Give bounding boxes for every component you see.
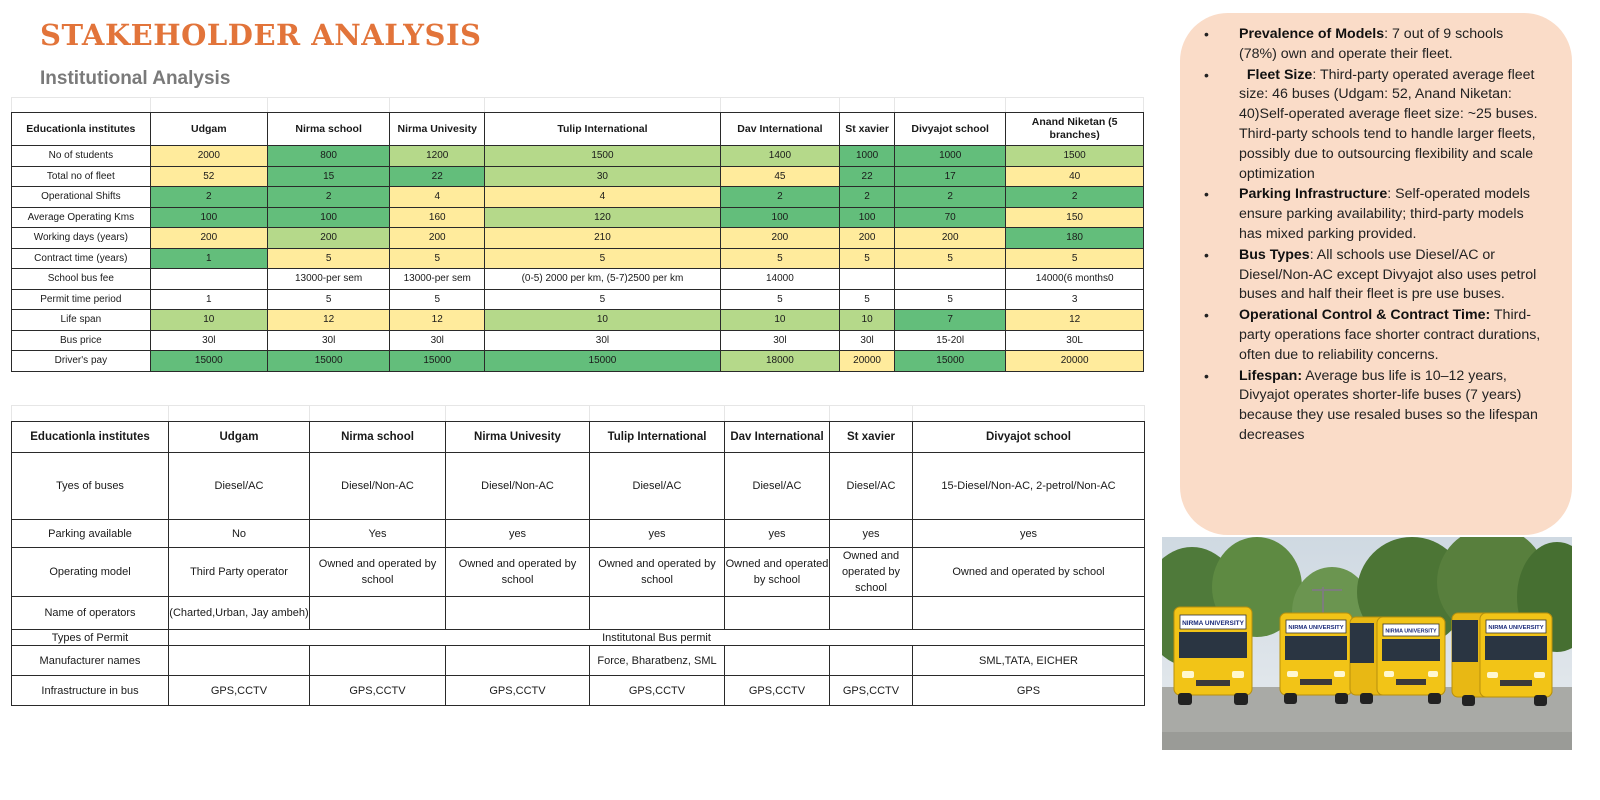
table-cell: Owned and operated by school	[830, 548, 913, 597]
table-cell: 15-20l	[895, 330, 1006, 351]
header-cell: Tulip International	[590, 422, 725, 453]
table-cell: 10	[720, 310, 839, 331]
table-cell: 180	[1006, 228, 1144, 249]
header-cell: Educationla institutes	[12, 422, 169, 453]
table-cell: 12	[390, 310, 485, 331]
table-cell: 30l	[840, 330, 895, 351]
table-cell: yes	[913, 520, 1145, 548]
table-cell: 45	[720, 166, 839, 187]
row-label: Permit time period	[12, 289, 151, 310]
table-cell: 200	[267, 228, 389, 249]
table-cell: 200	[840, 228, 895, 249]
table-cell: 5	[895, 248, 1006, 269]
table-row	[12, 520, 1145, 548]
table-cell: Diesel/AC	[830, 453, 913, 520]
table-cell: Owned and operated by school	[725, 548, 830, 597]
table-row	[12, 548, 1145, 597]
row-label: School bus fee	[12, 269, 151, 290]
table-cell: 15000	[390, 351, 485, 372]
table-cell: 2	[267, 187, 389, 208]
table-cell: 150	[1006, 207, 1144, 228]
header-cell: Dav International	[720, 113, 839, 146]
table-cell: 5	[390, 248, 485, 269]
table-cell-merged: Institutonal Bus permit	[169, 630, 1145, 646]
table-cell: GPS,CCTV	[446, 676, 590, 706]
table-cell: 5	[390, 289, 485, 310]
table-cell	[590, 597, 725, 630]
insight-heading: Operational Control & Contract Time:	[1239, 307, 1491, 324]
row-label: Contract time (years)	[12, 248, 151, 269]
table-cell: Yes	[310, 520, 446, 548]
table-row	[12, 289, 1144, 310]
table-cell: SML,TATA, EICHER	[913, 646, 1145, 676]
table-cell: 200	[720, 228, 839, 249]
table-cell: 30l	[720, 330, 839, 351]
table-cell: 5	[485, 289, 721, 310]
table-row	[12, 146, 1144, 167]
table-cell: 4	[485, 187, 721, 208]
header-cell: Tulip International	[485, 113, 721, 146]
row-label: Infrastructure in bus	[12, 676, 169, 706]
table-cell: 5	[720, 248, 839, 269]
table-cell: 5	[840, 248, 895, 269]
institutional-metrics-table	[11, 97, 1144, 372]
table-cell: 800	[267, 146, 389, 167]
table-cell	[913, 597, 1145, 630]
table-cell: 14000	[720, 269, 839, 290]
insight-text: : All schools use Diesel/AC or Diesel/Non-AC except Divyajot also uses petrol buses and half their fleet is pre use buses.	[1239, 246, 1537, 303]
table-cell: Third Party operator	[169, 548, 310, 597]
table-cell: 210	[485, 228, 721, 249]
table-cell: 5	[267, 248, 389, 269]
bus-2	[1280, 613, 1352, 704]
table-cell: 40	[1006, 166, 1144, 187]
table-cell: GPS	[913, 676, 1145, 706]
row-label: Life span	[12, 310, 151, 331]
table-cell: 5	[267, 289, 389, 310]
insight-item	[1204, 66, 1542, 185]
table-cell: 17	[895, 166, 1006, 187]
table-cell: 1	[150, 289, 267, 310]
bullet-icon: •	[1204, 246, 1209, 263]
table-cell: 12	[1006, 310, 1144, 331]
table-cell: 10	[485, 310, 721, 331]
table-cell: 1000	[895, 146, 1006, 167]
table-cell: GPS,CCTV	[590, 676, 725, 706]
table-row	[12, 453, 1145, 520]
table-cell: 3	[1006, 289, 1144, 310]
table-cell: yes	[446, 520, 590, 548]
table-cell: 5	[895, 289, 1006, 310]
bullet-icon: •	[1204, 367, 1209, 384]
header-cell: Nirma Univesity	[390, 113, 485, 146]
header-cell: St xavier	[840, 113, 895, 146]
table-cell: 30l	[150, 330, 267, 351]
table-cell: 1500	[485, 146, 721, 167]
table-cell: 200	[895, 228, 1006, 249]
bus-sign: NIRMA UNIVERSITY	[1385, 628, 1437, 635]
header-cell: Nirma school	[310, 422, 446, 453]
table-cell: 20000	[840, 351, 895, 372]
table-row	[12, 351, 1144, 372]
table-cell: 15000	[150, 351, 267, 372]
row-label: Average Operating Kms	[12, 207, 151, 228]
table-cell: Owned and operated by school	[590, 548, 725, 597]
table-cell: 100	[267, 207, 389, 228]
table-cell: 22	[840, 166, 895, 187]
header-cell: Anand Niketan (5 branches)	[1006, 113, 1144, 146]
table-cell: 13000-per sem	[390, 269, 485, 290]
table-cell: 30L	[1006, 330, 1144, 351]
table-row	[12, 310, 1144, 331]
insight-item	[1204, 367, 1542, 446]
table-cell: Force, Bharatbenz, SML	[590, 646, 725, 676]
table-cell: 10	[150, 310, 267, 331]
table-cell: 2	[720, 187, 839, 208]
bus-4	[1452, 613, 1552, 706]
row-label: Working days (years)	[12, 228, 151, 249]
table-cell: 2	[840, 187, 895, 208]
table-cell: Diesel/Non-AC	[446, 453, 590, 520]
table-cell	[446, 646, 590, 676]
table-cell: 52	[150, 166, 267, 187]
table-cell: 13000-per sem	[267, 269, 389, 290]
table-cell: yes	[725, 520, 830, 548]
table-row	[12, 207, 1144, 228]
row-label: Driver's pay	[12, 351, 151, 372]
table-cell: 20000	[1006, 351, 1144, 372]
header-cell: Dav International	[725, 422, 830, 453]
table-cell: yes	[590, 520, 725, 548]
insight-heading: Lifespan:	[1239, 367, 1303, 384]
table-cell: No	[169, 520, 310, 548]
table-cell: 2	[895, 187, 1006, 208]
row-label: Bus price	[12, 330, 151, 351]
table-row	[12, 269, 1144, 290]
table-cell: 22	[390, 166, 485, 187]
table-cell: 7	[895, 310, 1006, 331]
table-cell: Owned and operated by school	[310, 548, 446, 597]
table-cell: 160	[390, 207, 485, 228]
school-buses-illustration	[1162, 537, 1572, 750]
table-cell	[830, 646, 913, 676]
table-cell: 4	[390, 187, 485, 208]
row-label: Types of Permit	[12, 630, 169, 646]
table-cell: 100	[720, 207, 839, 228]
bullet-icon: •	[1204, 186, 1209, 203]
table-cell: 12	[267, 310, 389, 331]
table-cell	[840, 269, 895, 290]
table-cell: (0-5) 2000 per km, (5-7)2500 per km	[485, 269, 721, 290]
table-cell: Diesel/AC	[590, 453, 725, 520]
table-cell	[446, 597, 590, 630]
table-cell: Diesel/Non-AC	[310, 453, 446, 520]
table-cell: Diesel/AC	[169, 453, 310, 520]
table-cell: 5	[840, 289, 895, 310]
insight-heading: Prevalence of Models	[1239, 26, 1385, 42]
row-label: No of students	[12, 146, 151, 167]
table-cell	[725, 597, 830, 630]
operations-comparison-table	[11, 405, 1145, 706]
table-cell: 18000	[720, 351, 839, 372]
insight-item	[1204, 25, 1542, 65]
insight-heading: Bus Types	[1239, 246, 1310, 263]
table-cell: 100	[150, 207, 267, 228]
table-cell: Owned and operated by school	[913, 548, 1145, 597]
insight-text: Third-party operations face shorter contract durations, often due to reliability concerns.	[1239, 307, 1541, 363]
row-label: Parking available	[12, 520, 169, 548]
table-row	[12, 646, 1145, 676]
header-cell: Udgam	[169, 422, 310, 453]
table-cell: GPS,CCTV	[830, 676, 913, 706]
table-cell: GPS,CCTV	[310, 676, 446, 706]
insight-item	[1204, 306, 1542, 365]
header-cell: St xavier	[830, 422, 913, 453]
insight-text: : 7 out of 9 schools (78%) own and operate their fleet.	[1239, 26, 1504, 62]
table-cell: 200	[390, 228, 485, 249]
table-cell: 30l	[485, 330, 721, 351]
table-cell: 5	[720, 289, 839, 310]
table-cell: 5	[1006, 248, 1144, 269]
insights-panel	[1180, 13, 1572, 535]
table-cell	[150, 269, 267, 290]
bus-1	[1174, 607, 1252, 705]
table-cell: 1400	[720, 146, 839, 167]
table-row	[12, 248, 1144, 269]
row-label: Tyes of buses	[12, 453, 169, 520]
header-cell: Educationla institutes	[12, 113, 151, 146]
table-cell: 14000(6 months0	[1006, 269, 1144, 290]
table-header-row	[12, 422, 1145, 453]
row-label: Total no of fleet	[12, 166, 151, 187]
table-cell: 15	[267, 166, 389, 187]
insight-heading: Fleet Size	[1239, 66, 1313, 83]
table-cell: 100	[840, 207, 895, 228]
table-cell: 30l	[390, 330, 485, 351]
table-cell: 1	[150, 248, 267, 269]
bus-sign: NIRMA UNIVERSITY	[1488, 625, 1544, 631]
table-row	[12, 597, 1145, 630]
table-cell: 15-Diesel/Non-AC, 2-petrol/Non-AC	[913, 453, 1145, 520]
table-cell: 200	[150, 228, 267, 249]
table-cell: Owned and operated by school	[446, 548, 590, 597]
table-cell	[169, 646, 310, 676]
table-cell: 120	[485, 207, 721, 228]
table-cell: 2	[150, 187, 267, 208]
table-cell: 2	[1006, 187, 1144, 208]
row-label: Operational Shifts	[12, 187, 151, 208]
bus-sign: NIRMA UNIVERSITY	[1288, 625, 1344, 631]
table-cell: yes	[830, 520, 913, 548]
table-cell	[310, 646, 446, 676]
table-header-row	[12, 113, 1144, 146]
table-cell: 70	[895, 207, 1006, 228]
table-cell	[725, 646, 830, 676]
table-cell	[310, 597, 446, 630]
bullet-icon: •	[1204, 66, 1209, 83]
insight-heading: Parking Infrastructure	[1239, 186, 1388, 203]
bus-3	[1350, 617, 1445, 704]
row-label: Operating model	[12, 548, 169, 597]
header-cell: Nirma school	[267, 113, 389, 146]
insight-text: : Third-party operated average fleet size: 46 buses (Udgam: 52, Anand Niketan: 40)Self-operated average fleet size: ~25 buses. Third-party schools tend to handle larger fleets, possibly due to outsourcing flexibility and scale optimization	[1239, 66, 1538, 182]
bullet-icon: •	[1204, 307, 1209, 324]
table-row	[12, 630, 1145, 646]
table-cell: (Charted,Urban, Jay ambeh)	[169, 597, 310, 630]
table-cell: 2000	[150, 146, 267, 167]
header-cell: Nirma Univesity	[446, 422, 590, 453]
page-title: STAKEHOLDER ANALYSIS	[40, 18, 482, 52]
table-row	[12, 676, 1145, 706]
table-row	[12, 187, 1144, 208]
table-cell	[830, 597, 913, 630]
table-cell: 30l	[267, 330, 389, 351]
table-cell: 30	[485, 166, 721, 187]
table-row	[12, 228, 1144, 249]
insight-text: Average bus life is 10–12 years, Divyajot operates shorter-life buses (7 years) because they use resaled buses so the lifespan decreases	[1239, 367, 1538, 443]
insights-list	[1204, 25, 1542, 446]
header-cell: Udgam	[150, 113, 267, 146]
insight-item	[1204, 185, 1542, 244]
school-buses-photo	[1162, 537, 1572, 750]
table-cell: 10	[840, 310, 895, 331]
table-cell: GPS,CCTV	[725, 676, 830, 706]
table-cell	[895, 269, 1006, 290]
bullet-icon: •	[1204, 26, 1209, 42]
insight-text: : Self-operated models ensure parking availability; third-party models has mixed parking provided.	[1239, 186, 1530, 242]
table-cell: 15000	[895, 351, 1006, 372]
table-row	[12, 166, 1144, 187]
table-cell: 15000	[485, 351, 721, 372]
table-cell: 1200	[390, 146, 485, 167]
table-cell: 1500	[1006, 146, 1144, 167]
insight-item	[1204, 246, 1542, 305]
header-cell: Divyajot school	[895, 113, 1006, 146]
table-cell: 1000	[840, 146, 895, 167]
table-row	[12, 330, 1144, 351]
bus-sign: NIRMA UNIVERSITY	[1182, 620, 1244, 627]
row-label: Name of operators	[12, 597, 169, 630]
header-cell: Divyajot school	[913, 422, 1145, 453]
row-label: Manufacturer names	[12, 646, 169, 676]
table-cell: GPS,CCTV	[169, 676, 310, 706]
table-cell: 5	[485, 248, 721, 269]
page-subtitle: Institutional Analysis	[40, 68, 231, 89]
table-cell: Diesel/AC	[725, 453, 830, 520]
table-cell: 15000	[267, 351, 389, 372]
